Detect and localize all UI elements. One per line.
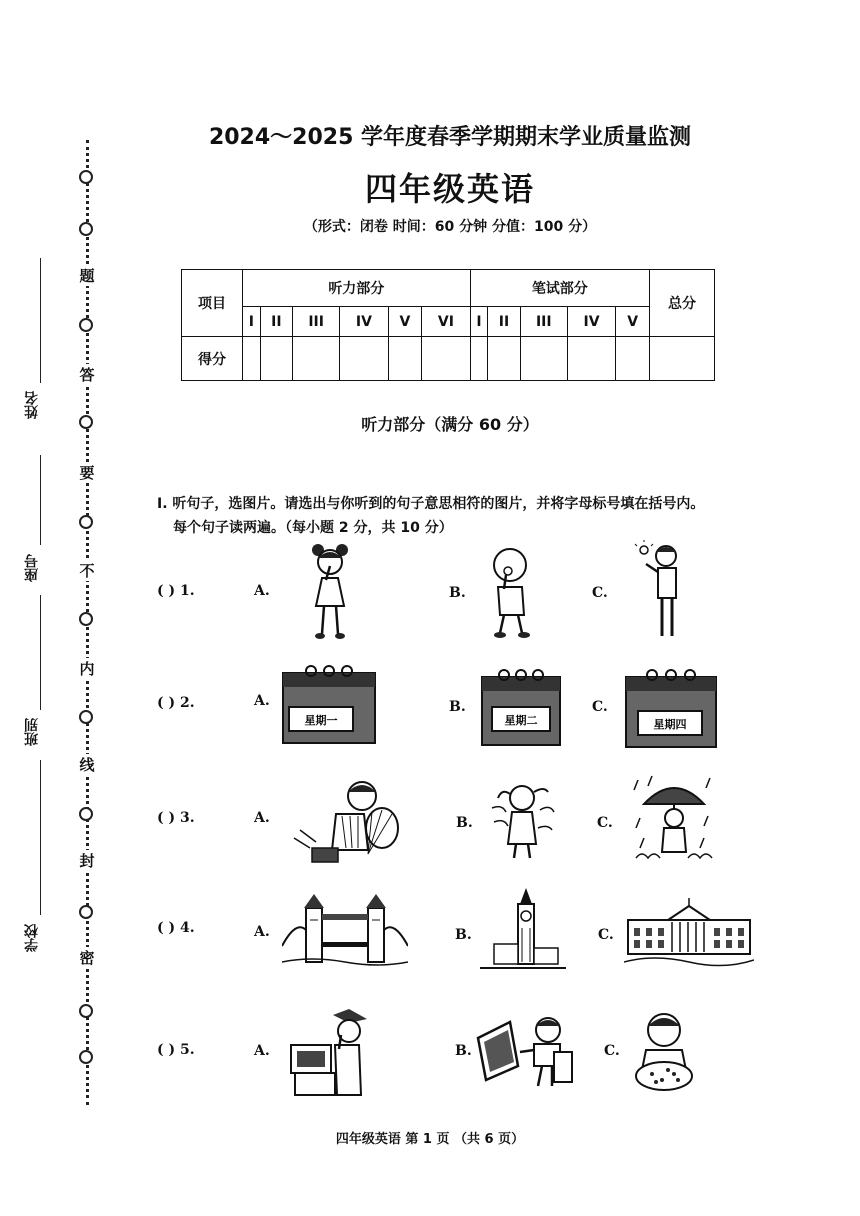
margin-ring: [79, 1050, 93, 1064]
boy-with-idea-icon[interactable]: [634, 540, 686, 642]
part1-instructions: [157, 492, 797, 540]
writing-numeral: II: [488, 307, 520, 337]
listening-numeral: III: [293, 307, 340, 337]
total-header: 总分: [650, 270, 715, 337]
tower-bridge-icon[interactable]: [282, 890, 408, 970]
score-cell[interactable]: [520, 337, 567, 381]
listening-section-heading: 听力部分（满分 60 分）: [361, 415, 539, 434]
score-cell[interactable]: [616, 337, 650, 381]
score-cell[interactable]: [470, 337, 488, 381]
seat-field-line[interactable]: [40, 455, 41, 545]
margin-ring: [79, 807, 93, 821]
writing-numeral: V: [616, 307, 650, 337]
name-field-label: 姓名: [24, 391, 40, 419]
listening-numeral: V: [388, 307, 422, 337]
option-label: A.: [254, 583, 270, 599]
exam-title: 2024～2025 学年度春季学期期末学业质量监测: [208, 125, 692, 150]
writing-numeral: I: [470, 307, 488, 337]
part1-instruction-line1: I. 听句子，选图片。请选出与你听到的句子意思相符的图片，并将字母标号填在括号内。: [157, 496, 705, 512]
exam-info: （形式：闭卷 时间：60 分钟 分值：100 分）: [303, 219, 597, 235]
listening-numeral: II: [260, 307, 292, 337]
margin-char: 内: [77, 658, 97, 679]
writing-header: 笔试部分: [470, 270, 649, 307]
page-footer: 四年级英语 第 1 页 （共 6 页）: [335, 1132, 525, 1147]
margin-ring: [79, 905, 93, 919]
option-label: B.: [455, 927, 472, 943]
boy-watching-tv-icon[interactable]: [472, 1012, 576, 1090]
margin-char: 答: [77, 364, 97, 385]
option-label: B.: [455, 1043, 472, 1059]
margin-char: 密: [77, 947, 97, 968]
school-field-label: 学校: [24, 924, 40, 952]
score-cell[interactable]: [488, 337, 520, 381]
option-label: B.: [456, 815, 473, 831]
white-house-icon[interactable]: [624, 898, 754, 968]
numeral-row: [182, 307, 715, 337]
margin-ring: [79, 318, 93, 332]
man-on-phone-icon[interactable]: [289, 1005, 369, 1099]
score-cell[interactable]: [293, 337, 340, 381]
option-label: C.: [592, 585, 608, 601]
seat-field-label: 座号: [24, 554, 40, 582]
question-number[interactable]: ( ) 3.: [157, 810, 195, 826]
calendar-tuesday-icon[interactable]: [480, 667, 562, 747]
margin-ring: [79, 710, 93, 724]
option-label: B.: [449, 699, 466, 715]
margin-ring: [79, 1004, 93, 1018]
part1-instruction-line2: 每个句子读两遍。（每小题 2 分，共 10 分）: [173, 520, 453, 536]
listening-numeral: I: [243, 307, 261, 337]
person-with-umbrella-rain-icon[interactable]: [632, 772, 716, 864]
total-score-cell[interactable]: [650, 337, 715, 381]
calendar-monday-icon[interactable]: [281, 663, 377, 744]
score-cell[interactable]: [340, 337, 388, 381]
class-field-line[interactable]: [40, 595, 41, 710]
school-field-line[interactable]: [40, 760, 41, 915]
margin-char: 不: [77, 560, 97, 581]
child-eating-icon[interactable]: [632, 1010, 696, 1094]
subject-title: 四年级英语: [364, 170, 535, 208]
score-cell[interactable]: [567, 337, 615, 381]
option-label: C.: [598, 927, 614, 943]
item-label: 项目: [182, 270, 243, 337]
question-number[interactable]: ( ) 1.: [157, 583, 195, 599]
margin-ring: [79, 612, 93, 626]
person-in-wind-icon[interactable]: [488, 778, 560, 860]
margin-char: 封: [77, 850, 97, 871]
margin-ring: [79, 515, 93, 529]
option-label: A.: [254, 810, 270, 826]
margin-char: 要: [77, 462, 97, 483]
option-label: C.: [597, 815, 613, 831]
option-label: A.: [254, 1043, 270, 1059]
boy-yawning-icon[interactable]: [488, 543, 538, 641]
class-field-label: 班别: [24, 718, 40, 746]
name-field-line[interactable]: [40, 258, 41, 383]
question-number[interactable]: ( ) 4.: [157, 920, 195, 936]
margin-char: 线: [77, 754, 97, 775]
margin-char: 题: [77, 265, 97, 286]
score-cell[interactable]: [388, 337, 422, 381]
writing-numeral: III: [520, 307, 567, 337]
person-with-fan-hot-icon[interactable]: [290, 778, 402, 870]
option-label: B.: [449, 585, 466, 601]
question-number[interactable]: ( ) 5.: [157, 1042, 195, 1058]
calendar-thursday-icon[interactable]: [624, 667, 718, 749]
score-label: 得分: [182, 337, 243, 381]
calendar-day-label: 星期一: [304, 714, 338, 727]
big-ben-icon[interactable]: [480, 888, 566, 974]
score-table: [181, 269, 715, 381]
option-label: A.: [254, 924, 270, 940]
listening-numeral: IV: [340, 307, 388, 337]
score-row: [182, 337, 715, 381]
score-cell[interactable]: [243, 337, 261, 381]
option-label: C.: [592, 699, 608, 715]
calendar-day-label: 星期四: [653, 718, 687, 731]
listening-numeral: VI: [422, 307, 470, 337]
option-label: C.: [604, 1043, 620, 1059]
score-cell[interactable]: [422, 337, 470, 381]
writing-numeral: IV: [567, 307, 615, 337]
score-cell[interactable]: [260, 337, 292, 381]
listening-header: 听力部分: [243, 270, 471, 307]
girl-covering-mouth-icon[interactable]: [300, 540, 360, 642]
option-label: A.: [254, 693, 270, 709]
calendar-day-label: 星期二: [504, 714, 538, 727]
question-number[interactable]: ( ) 2.: [157, 695, 195, 711]
